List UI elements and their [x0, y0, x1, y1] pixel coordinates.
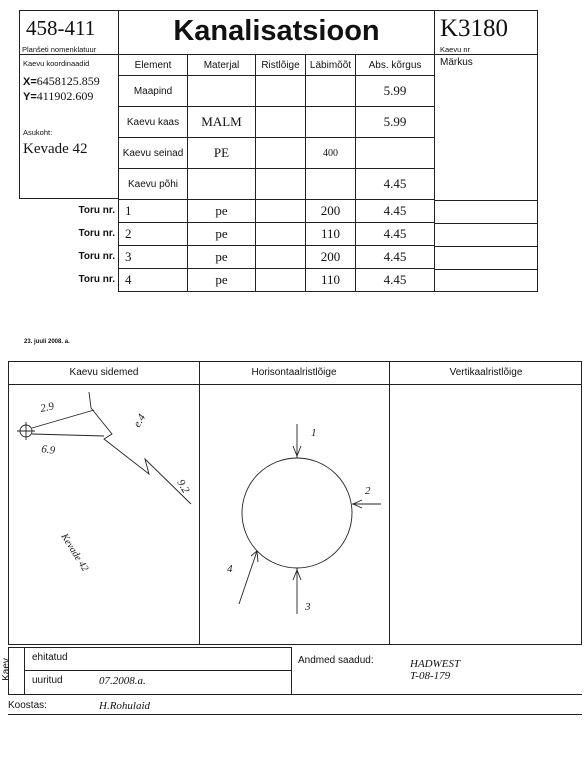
surveyed-value: 07.2008.a. — [99, 675, 146, 687]
pipe-abs-height: 4.45 — [355, 199, 435, 223]
x-coordinate — [23, 74, 100, 89]
notes-column — [434, 54, 538, 292]
title-box — [118, 10, 435, 55]
built-underline — [24, 670, 291, 671]
pipe-row-label: Toru nr. — [78, 228, 115, 239]
data-source-line1: HADWEST — [410, 658, 461, 670]
pipe-rows-bottom-border — [118, 291, 538, 292]
page-title: Kanalisatsioon — [173, 15, 380, 47]
pipe-nr: 3 — [118, 245, 188, 269]
ties-sketch — [9, 384, 198, 644]
built-label: ehitatud — [32, 652, 68, 663]
row-abs-height: 4.45 — [355, 168, 435, 200]
pipe-nr: 1 — [118, 199, 188, 223]
pipe-abs-height: 4.45 — [355, 268, 435, 292]
pipe-nr: 4 — [118, 268, 188, 292]
kaev-label: Kaev — [0, 658, 12, 681]
author-underline — [8, 714, 582, 715]
row-element: Kaevu põhi — [118, 168, 188, 200]
pipe-cross-section — [255, 245, 306, 269]
y-label: Y= — [23, 91, 37, 103]
x-label: X= — [23, 76, 37, 88]
elements-table — [118, 54, 435, 292]
tie-line — [32, 434, 104, 436]
address-caption: Asukoht: — [23, 128, 53, 137]
pipe-material: pe — [187, 268, 256, 292]
tie-label: 9.2 — [174, 477, 192, 496]
pipe-diameter: 200 — [305, 245, 356, 269]
pipe-nr: 2 — [118, 222, 188, 246]
tie-label: 6.9 — [40, 443, 56, 457]
row-abs-height: 5.99 — [355, 75, 435, 107]
well-circle — [242, 458, 352, 568]
data-source-line2: T-08-179 — [410, 670, 451, 682]
y-value: 411902.609 — [36, 89, 94, 103]
pipe-label: 4 — [227, 563, 233, 575]
row-material: MALM — [187, 106, 256, 138]
well-id: K3180 — [440, 15, 509, 42]
row-material — [187, 75, 256, 107]
tie-label: e.4 — [131, 412, 149, 430]
pipe-abs-height: 4.45 — [355, 222, 435, 246]
row-material — [187, 168, 256, 200]
pipe-cross-section — [255, 222, 306, 246]
well-id-box — [434, 10, 538, 55]
footer-frame — [8, 647, 582, 695]
pipe-label: 2 — [365, 485, 371, 497]
th-abs-height: Abs. kõrgus — [355, 54, 435, 76]
sheet-number-caption: Planšeti nomenklatuur — [22, 45, 97, 54]
pipe-line — [239, 551, 257, 604]
row-element: Kaevu kaas — [118, 106, 188, 138]
row-cross-section — [255, 168, 306, 200]
horizontal-section-title: Horisontaalristlõige — [251, 367, 337, 378]
row-diameter — [305, 75, 356, 107]
row-diameter — [305, 106, 356, 138]
pipe-diameter: 110 — [305, 222, 356, 246]
th-element: Element — [118, 54, 188, 76]
th-material: Materjal — [187, 54, 256, 76]
row-cross-section — [255, 75, 306, 107]
pipe-row-label: Toru nr. — [78, 274, 115, 285]
th-cross-section: Ristlõige — [255, 54, 306, 76]
notes-divider — [435, 223, 537, 224]
sketch-col-divider — [389, 362, 390, 644]
kaev-divider — [24, 647, 25, 695]
date-stamp: 23. juuli 2008. a. — [24, 339, 70, 345]
row-element: Maapind — [118, 75, 188, 107]
tie-label: 2.9 — [39, 400, 56, 415]
pipe-diameter: 200 — [305, 199, 356, 223]
footer-top-line — [8, 647, 291, 648]
sheet-number: 458-411 — [26, 16, 96, 40]
pipe-material: pe — [187, 245, 256, 269]
data-source-label: Andmed saadud: — [298, 655, 374, 666]
y-coordinate — [23, 89, 93, 104]
horizontal-section-sketch — [199, 384, 388, 644]
author-value: H.Rohulaid — [99, 700, 151, 712]
footer-mid-divider — [291, 647, 292, 695]
notes-header: Märkus — [440, 57, 473, 68]
pipe-diameter: 110 — [305, 268, 356, 292]
pipe-label: 1 — [311, 427, 317, 439]
pipe-row-label: Toru nr. — [78, 205, 115, 216]
vertical-section-title: Vertikaalristlõige — [449, 367, 523, 378]
coordinates-caption: Kaevu koordinaadid — [23, 59, 90, 68]
well-id-caption: Kaevu nr — [440, 45, 471, 54]
row-element: Kaevu seinad — [118, 137, 188, 169]
building-outline — [89, 392, 191, 504]
author-label: Koostas: — [8, 700, 47, 711]
coordinates-panel — [19, 54, 119, 199]
th-diameter: Läbimõõt — [305, 54, 356, 76]
ties-title: Kaevu sidemed — [69, 367, 139, 378]
surveyed-label: uuritud — [32, 675, 63, 686]
notes-divider — [435, 246, 537, 247]
pipe-row-label: Toru nr. — [78, 251, 115, 262]
notes-divider — [435, 269, 537, 270]
row-material: PE — [187, 137, 256, 169]
pipe-cross-section — [255, 199, 306, 223]
pipe-label: 3 — [305, 601, 311, 613]
street-label: Kevade 42 — [58, 531, 91, 574]
pipe-arrow — [251, 551, 258, 562]
row-abs-height — [355, 137, 435, 169]
x-value: 6458125.859 — [36, 74, 100, 88]
row-diameter: 400 — [305, 137, 356, 169]
row-diameter — [305, 168, 356, 200]
pipe-cross-section — [255, 268, 306, 292]
pipe-material: pe — [187, 222, 256, 246]
row-cross-section — [255, 106, 306, 138]
sheet-number-box — [19, 10, 119, 55]
pipe-material: pe — [187, 199, 256, 223]
row-cross-section — [255, 137, 306, 169]
row-abs-height: 5.99 — [355, 106, 435, 138]
pipe-abs-height: 4.45 — [355, 245, 435, 269]
notes-divider — [435, 200, 537, 201]
address-value: Kevade 42 — [23, 141, 88, 157]
